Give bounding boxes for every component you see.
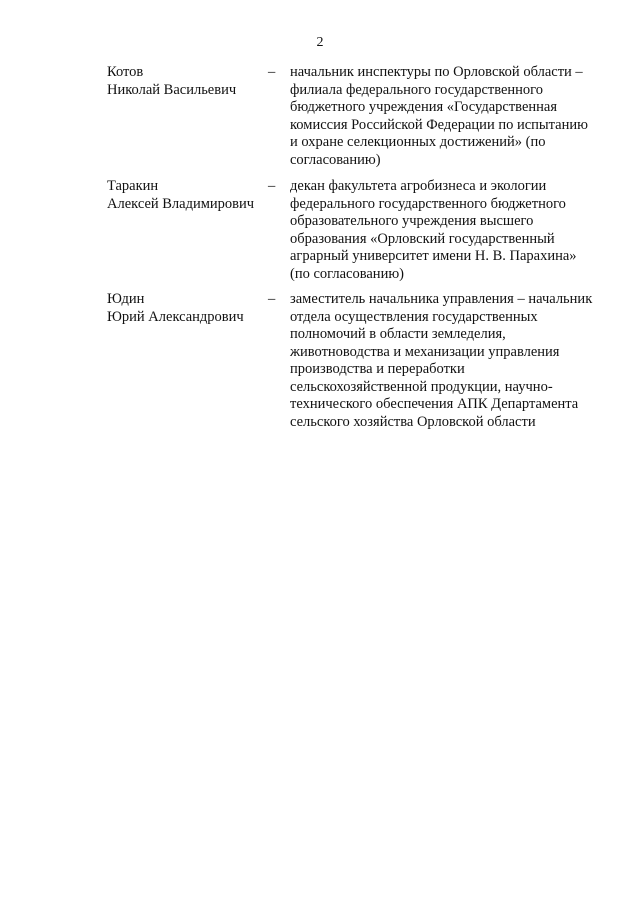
separator-dash: – xyxy=(268,291,276,307)
separator-dash: – xyxy=(268,64,276,80)
role-line: образования «Орловский государственный xyxy=(290,230,555,247)
role-line: сельского хозяйства Орловской области xyxy=(290,413,536,430)
member-name xyxy=(107,291,267,326)
role-line: аграрный университет имени Н. В. Парахина» xyxy=(290,248,577,264)
member-surname: Юдин xyxy=(107,291,145,307)
role-line: филиала федерального государственного xyxy=(290,81,544,98)
member-surname: Котов xyxy=(107,64,144,80)
member-name xyxy=(107,178,267,213)
role-line: согласованию) xyxy=(290,151,381,168)
member-role xyxy=(290,178,620,283)
role-line: комиссия Российской Федерации по испытанию xyxy=(290,116,588,133)
member-role xyxy=(290,64,620,169)
page-number: 2 xyxy=(316,35,324,50)
separator-dash: – xyxy=(268,178,276,194)
role-line: животноводства и механизации управления xyxy=(290,343,560,360)
member-surname: Таракин xyxy=(107,178,159,194)
member-role xyxy=(290,291,620,431)
role-line: производства и переработки xyxy=(290,361,465,377)
role-line: полномочий в области земледелия, xyxy=(290,326,506,342)
role-line: бюджетного учреждения «Государственная xyxy=(290,99,558,115)
role-line: и охране селекционных достижений» (по xyxy=(290,134,546,150)
role-line: сельскохозяйственной продукции, научно- xyxy=(290,378,553,395)
role-line: технического обеспечения АПК Департамента xyxy=(290,396,579,412)
member-given-names: Николай Васильевич xyxy=(107,81,237,98)
role-line: отдела осуществления государственных xyxy=(290,308,538,325)
member-given-names: Юрий Александрович xyxy=(107,308,244,325)
role-line: декан факультета агробизнеса и экологии xyxy=(290,178,547,194)
member-name xyxy=(107,64,267,99)
member-given-names: Алексей Владимирович xyxy=(107,195,255,212)
role-line: начальник инспектуры по Орловской области – xyxy=(290,64,583,80)
role-line: федерального государственного бюджетного xyxy=(290,195,566,212)
role-line: заместитель начальника управления – начальник xyxy=(290,291,593,307)
role-line: (по согласованию) xyxy=(290,265,404,282)
role-line: образовательного учреждения высшего xyxy=(290,213,534,229)
